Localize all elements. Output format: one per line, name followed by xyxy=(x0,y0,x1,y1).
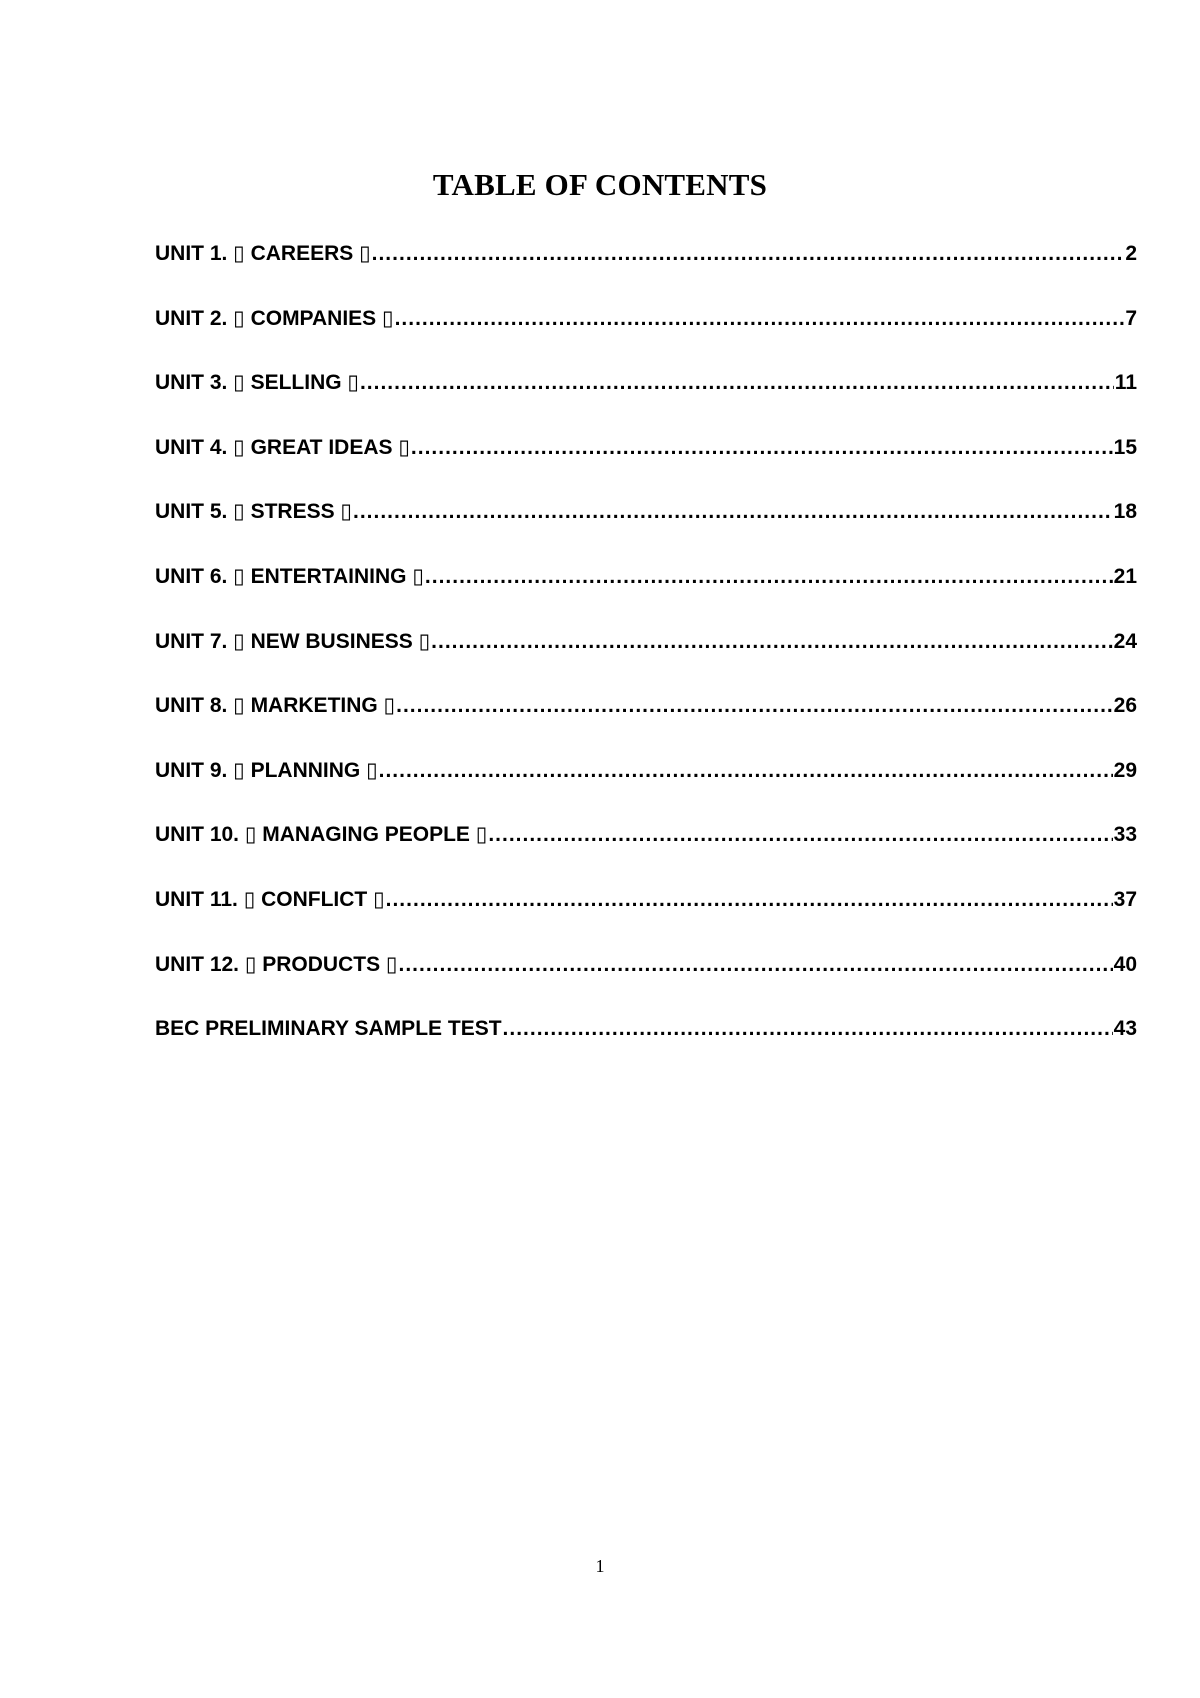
toc-entry[interactable] xyxy=(155,563,1137,628)
toc-dot-leader xyxy=(431,628,1112,656)
toc-dot-leader xyxy=(386,886,1113,914)
toc-entry[interactable] xyxy=(155,628,1137,693)
toc-entry-label: UNIT 8. ▯ MARKETING ▯ xyxy=(155,694,396,718)
toc-dot-leader xyxy=(379,757,1113,785)
toc-entry-label: UNIT 2. ▯ COMPANIES ▯ xyxy=(155,306,394,330)
toc-dot-leader xyxy=(411,434,1113,462)
toc-entry[interactable] xyxy=(155,305,1137,370)
toc-dot-leader xyxy=(503,1015,1113,1043)
toc-entry-label: UNIT 10. ▯ MANAGING PEOPLE ▯ xyxy=(155,823,488,847)
toc-entry-page: 21 xyxy=(1113,564,1137,588)
toc-entry-label: UNIT 4. ▯ GREAT IDEAS ▯ xyxy=(155,435,410,459)
toc-entry-label: UNIT 9. ▯ PLANNING ▯ xyxy=(155,758,378,782)
toc-dot-leader xyxy=(396,692,1113,720)
toc-entry-page: 29 xyxy=(1113,758,1137,782)
toc-dot-leader xyxy=(353,498,1113,526)
toc-dot-leader xyxy=(360,369,1114,397)
toc-entry-label: UNIT 6. ▯ ENTERTAINING ▯ xyxy=(155,564,424,588)
toc-entry[interactable] xyxy=(155,1015,1137,1080)
toc-entry[interactable] xyxy=(155,821,1137,886)
toc-entry-label: UNIT 12. ▯ PRODUCTS ▯ xyxy=(155,952,398,976)
toc-dot-leader xyxy=(398,951,1112,979)
toc-entry-page: 33 xyxy=(1113,823,1137,847)
toc-entry-label: UNIT 11. ▯ CONFLICT ▯ xyxy=(155,887,385,911)
page-number: 1 xyxy=(595,1556,605,1576)
toc-entry[interactable] xyxy=(155,886,1137,951)
toc-entry-label: UNIT 1. ▯ CAREERS ▯ xyxy=(155,242,371,265)
toc-dot-leader xyxy=(488,821,1112,849)
toc-entry-page: 37 xyxy=(1113,887,1137,911)
toc-entry[interactable] xyxy=(155,498,1137,563)
toc-list xyxy=(155,240,1137,1080)
toc-entry-page: 15 xyxy=(1113,435,1137,459)
toc-entry-page: 18 xyxy=(1113,500,1137,524)
toc-entry[interactable] xyxy=(155,951,1137,1016)
toc-dot-leader xyxy=(372,240,1125,268)
toc-entry-page: 40 xyxy=(1113,952,1137,976)
toc-entry[interactable] xyxy=(155,434,1137,499)
toc-entry[interactable] xyxy=(155,757,1137,822)
toc-entry-page: 2 xyxy=(1125,242,1137,265)
toc-dot-leader xyxy=(425,563,1113,591)
toc-entry-label: BEC PRELIMINARY SAMPLE TEST xyxy=(155,1017,502,1041)
toc-entry[interactable] xyxy=(155,692,1137,757)
toc-entry-label: UNIT 3. ▯ SELLING ▯ xyxy=(155,371,359,395)
toc-entry-page: 11 xyxy=(1114,371,1137,395)
toc-entry-label: UNIT 5. ▯ STRESS ▯ xyxy=(155,500,352,524)
toc-entry[interactable] xyxy=(155,240,1137,305)
toc-entry-page: 26 xyxy=(1113,694,1137,718)
toc-dot-leader xyxy=(395,305,1125,333)
toc-entry-label: UNIT 7. ▯ NEW BUSINESS ▯ xyxy=(155,629,431,653)
toc-entry-page: 24 xyxy=(1113,629,1137,653)
toc-title: TABLE OF CONTENTS xyxy=(432,167,768,202)
toc-entry[interactable] xyxy=(155,369,1137,434)
toc-entry-page: 7 xyxy=(1125,306,1137,330)
toc-entry-page: 43 xyxy=(1113,1017,1137,1041)
